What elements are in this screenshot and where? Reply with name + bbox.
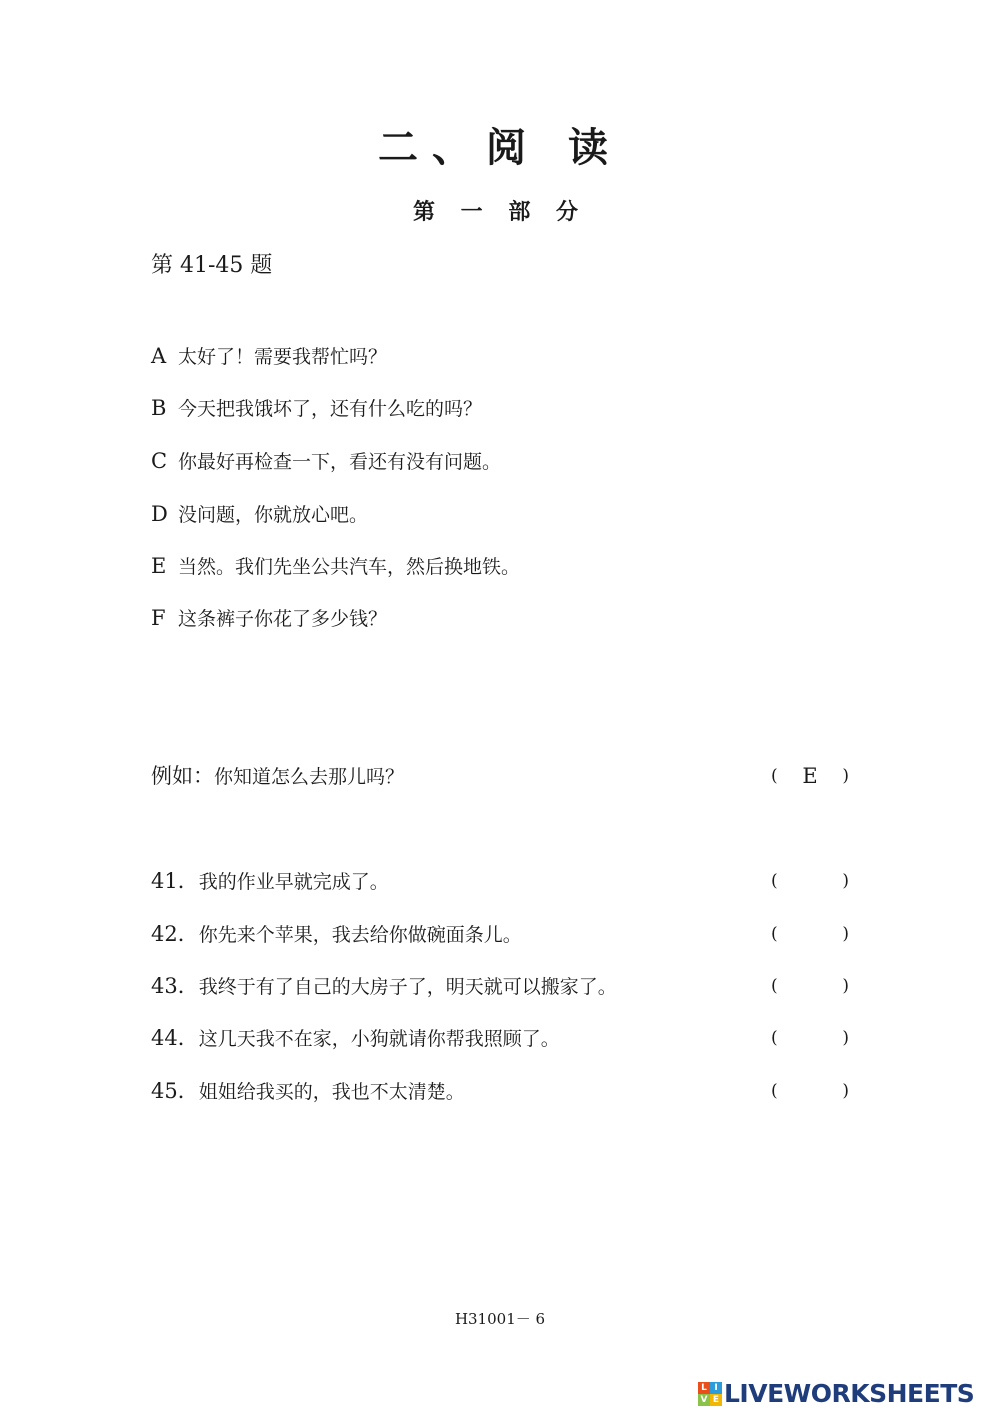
question-text: 我终于有了自己的大房子了，明天就可以搬家了。 — [198, 976, 617, 998]
option-b — [151, 394, 482, 423]
section-title: 二、阅 读 — [378, 124, 622, 171]
liveworksheets-watermark — [698, 1376, 974, 1412]
answer-slot-44[interactable]: ( ) — [771, 1028, 849, 1048]
question-range: 第 41-45 题 — [151, 253, 273, 278]
question-43 — [151, 970, 851, 1002]
option-text: 你最好再检查一下，看还有没有问题。 — [178, 451, 502, 473]
answer-slot-45[interactable]: ( ) — [771, 1081, 849, 1101]
watermark-text: LIVEWORKSHEETS — [724, 1379, 975, 1408]
logo-letter-e: E — [710, 1394, 722, 1406]
question-number: 43． — [151, 974, 199, 998]
example-row — [151, 760, 851, 792]
question-number: 45． — [151, 1079, 199, 1103]
logo-letter-i: I — [710, 1382, 722, 1394]
logo-letter-l: L — [698, 1382, 710, 1394]
option-letter: F — [151, 606, 166, 630]
option-letter: A — [151, 344, 167, 368]
option-text: 这条裤子你花了多少钱？ — [178, 608, 388, 630]
option-letter: D — [151, 502, 168, 526]
option-text: 今天把我饿坏了，还有什么吃的吗？ — [178, 398, 483, 420]
option-e — [151, 552, 520, 581]
question-text: 我的作业早就完成了。 — [198, 871, 389, 893]
question-42 — [151, 918, 851, 950]
liveworksheets-logo-icon — [698, 1382, 722, 1406]
part-subtitle: 第 一 部 分 — [413, 199, 587, 225]
option-letter: C — [151, 449, 168, 473]
question-text: 你先来个苹果，我去给你做碗面条儿。 — [198, 924, 522, 946]
option-text: 当然。我们先坐公共汽车，然后换地铁。 — [178, 556, 521, 578]
option-text: 太好了！需要我帮忙吗？ — [178, 346, 388, 368]
logo-letter-v: V — [698, 1394, 710, 1406]
option-a — [151, 342, 387, 371]
question-45 — [151, 1075, 851, 1107]
answer-slot-43[interactable]: ( ) — [771, 976, 849, 996]
option-text: 没问题，你就放心吧。 — [178, 504, 369, 526]
question-number: 41． — [151, 869, 199, 893]
question-number: 42． — [151, 922, 199, 946]
question-44 — [151, 1022, 851, 1054]
page-footer: H31001－ 6 — [454, 1310, 546, 1328]
example-answer-slot: ( E ) — [771, 760, 849, 792]
answer-slot-41[interactable]: ( ) — [771, 871, 849, 891]
question-text: 这几天我不在家，小狗就请你帮我照顾了。 — [198, 1028, 560, 1050]
option-letter: B — [151, 396, 167, 420]
option-f — [151, 604, 387, 633]
option-c — [151, 447, 501, 476]
option-d — [151, 500, 368, 529]
example-text: 你知道怎么去那儿吗？ — [214, 766, 405, 788]
option-letter: E — [151, 554, 167, 578]
example-answer: E — [802, 764, 818, 788]
question-41 — [151, 865, 851, 897]
answer-slot-42[interactable]: ( ) — [771, 924, 849, 944]
example-label: 例如： — [151, 764, 214, 788]
question-text: 姐姐给我买的，我也不太清楚。 — [198, 1081, 465, 1103]
question-number: 44． — [151, 1026, 199, 1050]
